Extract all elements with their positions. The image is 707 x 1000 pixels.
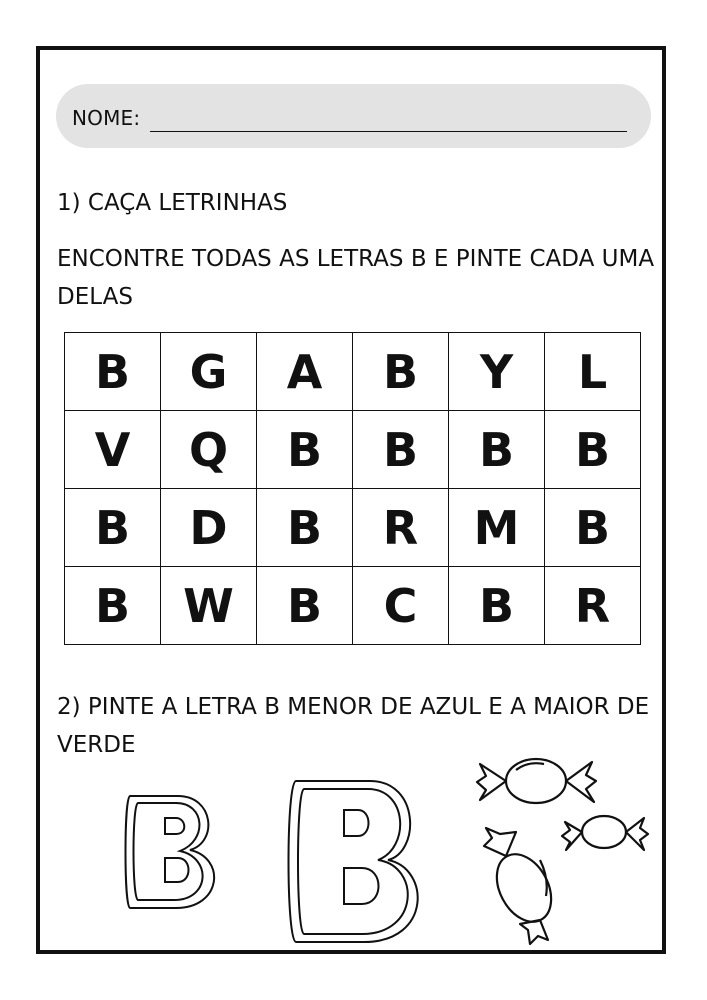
section2-instruction: 2) PINTE A LETRA B MENOR DE AZUL E A MAIOR DE VERDE [57, 694, 650, 758]
grid-letter-cell[interactable]: R [545, 567, 641, 645]
section1-title: 1) CAÇA LETRINHAS [57, 190, 288, 216]
letter-b-small-outline[interactable] [126, 796, 215, 908]
grid-letter-cell[interactable]: B [257, 411, 353, 489]
letter-b-large-outline[interactable] [289, 781, 418, 942]
grid-letter-cell[interactable]: D [161, 489, 257, 567]
grid-letter-cell[interactable]: B [65, 489, 161, 567]
grid-letter-cell[interactable]: R [353, 489, 449, 567]
grid-letter-cell[interactable]: B [449, 567, 545, 645]
grid-letter-cell[interactable]: M [449, 489, 545, 567]
grid-letter-cell[interactable]: Y [449, 333, 545, 411]
grid-letter-cell[interactable]: V [65, 411, 161, 489]
grid-letter-cell[interactable]: C [353, 567, 449, 645]
grid-letter-cell[interactable]: B [65, 333, 161, 411]
grid-letter-cell[interactable]: B [545, 411, 641, 489]
grid-letter-cell[interactable]: W [161, 567, 257, 645]
grid-letter-cell[interactable]: A [257, 333, 353, 411]
grid-letter-cell[interactable]: B [65, 567, 161, 645]
grid-letter-cell[interactable]: Q [161, 411, 257, 489]
candy-icon [562, 816, 648, 850]
grid-letter-cell[interactable]: B [545, 489, 641, 567]
grid-letter-cell[interactable]: B [257, 567, 353, 645]
candy-icon [484, 828, 562, 944]
grid-letter-cell[interactable]: B [257, 489, 353, 567]
grid-letter-cell[interactable]: B [449, 411, 545, 489]
grid-letter-cell[interactable]: B [353, 411, 449, 489]
grid-letter-cell[interactable]: L [545, 333, 641, 411]
name-label: NOME: [72, 106, 141, 130]
candy-icon [477, 759, 596, 803]
grid-letter-cell[interactable]: G [161, 333, 257, 411]
grid-letter-cell[interactable]: B [353, 333, 449, 411]
section1-instruction: ENCONTRE TODAS AS LETRAS B E PINTE CADA UMA DELAS [57, 246, 655, 310]
